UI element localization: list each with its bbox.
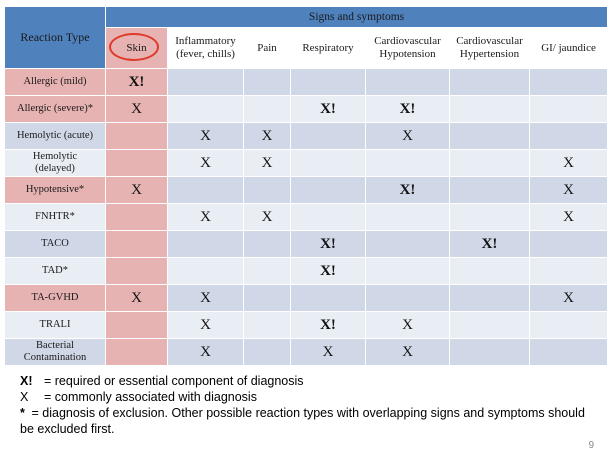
table-cell bbox=[244, 123, 291, 150]
table-cell bbox=[244, 285, 291, 312]
cell-mark: X bbox=[261, 209, 273, 225]
table-cell bbox=[450, 150, 530, 177]
legend-text: = commonly associated with diagnosis bbox=[44, 390, 257, 404]
table-cell bbox=[450, 258, 530, 285]
table-row bbox=[5, 69, 608, 96]
table-cell bbox=[450, 96, 530, 123]
reaction-type-label: Allergic (mild) bbox=[5, 69, 106, 96]
table-cell bbox=[366, 69, 450, 96]
table-row bbox=[5, 339, 608, 366]
column-header-label: Inflammatory (fever, chills) bbox=[175, 35, 236, 60]
table-row bbox=[5, 150, 608, 177]
column-header bbox=[106, 28, 168, 69]
table-cell bbox=[450, 285, 530, 312]
table-cell bbox=[106, 96, 168, 123]
table-cell bbox=[168, 285, 244, 312]
column-header-label: GI/ jaundice bbox=[541, 41, 596, 54]
cell-mark: X bbox=[563, 182, 574, 198]
cell-mark: X bbox=[200, 209, 211, 225]
table-cell bbox=[244, 204, 291, 231]
table-cell bbox=[106, 258, 168, 285]
table-cell bbox=[366, 231, 450, 258]
cell-mark: X! bbox=[320, 236, 336, 252]
table-cell bbox=[530, 177, 608, 204]
table-cell bbox=[530, 285, 608, 312]
cell-mark: X! bbox=[481, 236, 498, 252]
table-cell bbox=[106, 177, 168, 204]
cell-mark: X bbox=[131, 290, 142, 306]
table-cell bbox=[291, 96, 366, 123]
table-cell bbox=[450, 177, 530, 204]
table-cell bbox=[244, 258, 291, 285]
cell-mark: X! bbox=[320, 101, 336, 117]
cell-mark: X bbox=[402, 128, 413, 144]
table-cell bbox=[168, 150, 244, 177]
table-cell bbox=[366, 150, 450, 177]
table-cell bbox=[450, 204, 530, 231]
table-cell bbox=[291, 204, 366, 231]
table-cell bbox=[450, 231, 530, 258]
table-row bbox=[5, 231, 608, 258]
table-cell bbox=[291, 258, 366, 285]
table-cell bbox=[244, 231, 291, 258]
table-cell bbox=[530, 312, 608, 339]
table-row bbox=[5, 312, 608, 339]
reaction-type-label: TACO bbox=[5, 231, 106, 258]
table-cell bbox=[168, 312, 244, 339]
cell-mark: X bbox=[131, 101, 142, 117]
reaction-type-header: Reaction Type bbox=[5, 7, 106, 69]
table-cell bbox=[530, 258, 608, 285]
table-cell bbox=[291, 231, 366, 258]
table-cell bbox=[106, 339, 168, 366]
table-cell bbox=[106, 123, 168, 150]
table-row bbox=[5, 204, 608, 231]
reaction-type-label: TAD* bbox=[5, 258, 106, 285]
table-cell bbox=[168, 69, 244, 96]
column-header bbox=[366, 28, 450, 69]
table-cell bbox=[244, 177, 291, 204]
table-row bbox=[5, 258, 608, 285]
table-cell bbox=[291, 177, 366, 204]
table-cell bbox=[168, 123, 244, 150]
reaction-type-label: Hypotensive* bbox=[5, 177, 106, 204]
column-header-label: Respiratory bbox=[302, 41, 354, 54]
reaction-type-label: Hemolytic (delayed) bbox=[5, 150, 106, 177]
table-cell bbox=[168, 231, 244, 258]
reaction-type-label: Bacterial Contamination bbox=[5, 339, 106, 366]
table-row bbox=[5, 285, 608, 312]
table-cell bbox=[244, 69, 291, 96]
cell-mark: X bbox=[322, 344, 334, 360]
table-cell bbox=[450, 312, 530, 339]
table-row bbox=[5, 96, 608, 123]
table-cell bbox=[530, 96, 608, 123]
table-cell bbox=[530, 204, 608, 231]
table-cell bbox=[366, 96, 450, 123]
legend-exclusion bbox=[20, 405, 590, 437]
table-cell bbox=[530, 231, 608, 258]
cell-mark: X bbox=[402, 344, 413, 360]
column-header bbox=[450, 28, 530, 69]
column-header-label: Pain bbox=[257, 41, 277, 54]
table-cell bbox=[450, 339, 530, 366]
reaction-type-label: TRALI bbox=[5, 312, 106, 339]
column-header bbox=[244, 28, 291, 69]
column-header-label: Skin bbox=[126, 41, 147, 54]
table-cell bbox=[530, 150, 608, 177]
legend-symbol: X! bbox=[20, 374, 33, 388]
table-cell bbox=[366, 204, 450, 231]
table-cell bbox=[366, 177, 450, 204]
signs-symptoms-header: Signs and symptoms bbox=[106, 7, 608, 28]
cell-mark: X bbox=[131, 182, 142, 198]
cell-mark: X bbox=[200, 317, 211, 333]
table-cell bbox=[244, 312, 291, 339]
table-cell bbox=[168, 96, 244, 123]
reaction-type-label: FNHTR* bbox=[5, 204, 106, 231]
table-cell bbox=[530, 123, 608, 150]
cell-mark: X bbox=[261, 155, 273, 171]
table-row bbox=[5, 177, 608, 204]
table-cell bbox=[168, 258, 244, 285]
column-header-label: Cardiovascular Hypertension bbox=[456, 35, 523, 60]
reaction-type-label: TA-GVHD bbox=[5, 285, 106, 312]
page-number: 9 bbox=[588, 440, 594, 451]
table-cell bbox=[530, 69, 608, 96]
reaction-type-label: Hemolytic (acute) bbox=[5, 123, 106, 150]
cell-mark: X! bbox=[128, 74, 145, 90]
legend-text: = diagnosis of exclusion. Other possible reaction types with overlapping signs and symptoms should be excluded first. bbox=[20, 406, 585, 436]
cell-mark: X bbox=[563, 155, 574, 171]
table-cell bbox=[291, 285, 366, 312]
cell-mark: X bbox=[200, 128, 211, 144]
table-cell bbox=[366, 285, 450, 312]
table-cell bbox=[106, 285, 168, 312]
table-cell bbox=[106, 150, 168, 177]
column-header bbox=[291, 28, 366, 69]
table-cell bbox=[244, 96, 291, 123]
table-cell bbox=[168, 204, 244, 231]
cell-mark: X bbox=[402, 317, 413, 333]
column-header-label: Cardiovascular Hypotension bbox=[374, 35, 441, 60]
table-cell bbox=[106, 312, 168, 339]
table-cell bbox=[106, 204, 168, 231]
table-cell bbox=[168, 177, 244, 204]
table-cell bbox=[291, 150, 366, 177]
table-cell bbox=[291, 339, 366, 366]
cell-mark: X bbox=[200, 344, 211, 360]
table-cell bbox=[366, 339, 450, 366]
cell-mark: X bbox=[200, 155, 211, 171]
legend-common bbox=[20, 389, 590, 405]
table-cell bbox=[366, 312, 450, 339]
table-cell bbox=[244, 339, 291, 366]
table-cell bbox=[450, 123, 530, 150]
table-cell bbox=[291, 69, 366, 96]
legend-text: = required or essential component of diagnosis bbox=[44, 374, 304, 388]
legend-symbol: * bbox=[20, 406, 25, 420]
table-row bbox=[5, 123, 608, 150]
cell-mark: X! bbox=[320, 317, 336, 333]
cell-mark: X bbox=[563, 209, 574, 225]
cell-mark: X bbox=[261, 128, 273, 144]
reaction-table bbox=[4, 6, 608, 366]
table-cell bbox=[244, 150, 291, 177]
table-cell bbox=[106, 69, 168, 96]
table-cell bbox=[530, 339, 608, 366]
legend-required bbox=[20, 373, 590, 389]
table-cell bbox=[168, 339, 244, 366]
table-cell bbox=[106, 231, 168, 258]
reaction-type-label: Allergic (severe)* bbox=[5, 96, 106, 123]
column-header bbox=[168, 28, 244, 69]
cell-mark: X! bbox=[320, 263, 336, 279]
table-cell bbox=[366, 258, 450, 285]
cell-mark: X bbox=[563, 290, 574, 306]
table-cell bbox=[291, 123, 366, 150]
column-header bbox=[530, 28, 608, 69]
table-cell bbox=[366, 123, 450, 150]
legend-symbol: X bbox=[20, 390, 29, 404]
table-cell bbox=[450, 69, 530, 96]
cell-mark: X! bbox=[399, 101, 416, 117]
legend bbox=[20, 373, 590, 437]
cell-mark: X! bbox=[399, 182, 416, 198]
cell-mark: X bbox=[200, 290, 211, 306]
table-cell bbox=[291, 312, 366, 339]
